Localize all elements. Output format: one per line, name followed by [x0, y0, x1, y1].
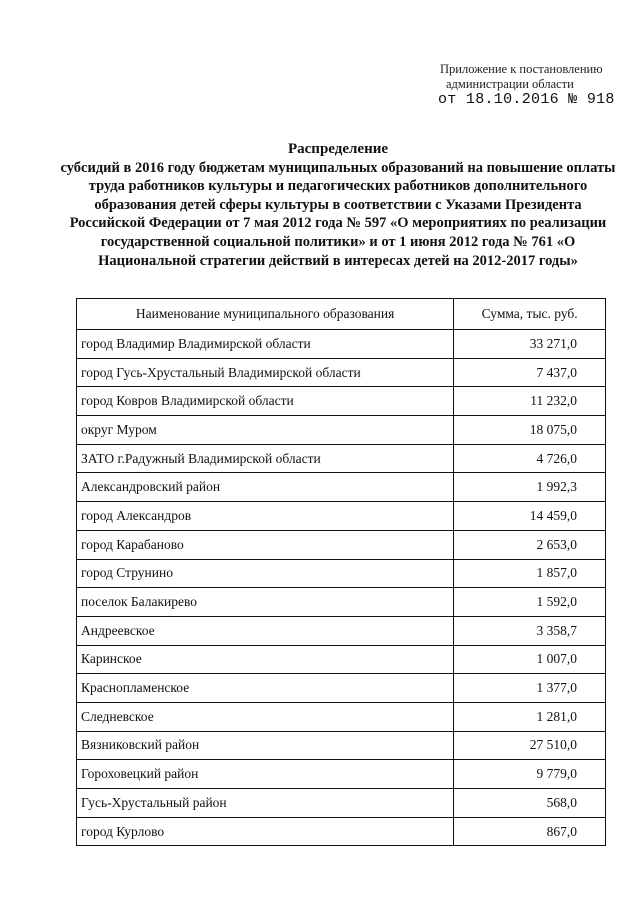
municipality-name: округ Муром: [77, 416, 454, 445]
municipality-name: Вязниковский район: [77, 731, 454, 760]
subsidy-table: [76, 298, 606, 846]
subsidy-amount: 3 358,7: [454, 616, 606, 645]
table-row: [77, 559, 606, 588]
subsidy-amount: 9 779,0: [454, 760, 606, 789]
table-row: [77, 817, 606, 846]
table-row: [77, 473, 606, 502]
subsidy-amount: 1 007,0: [454, 645, 606, 674]
table-row: [77, 416, 606, 445]
subsidy-amount: 1 592,0: [454, 588, 606, 617]
subsidy-amount: 11 232,0: [454, 387, 606, 416]
table-row: [77, 444, 606, 473]
subsidy-amount: 1 992,3: [454, 473, 606, 502]
table-row: [77, 731, 606, 760]
table-row: [77, 616, 606, 645]
table-row: [77, 674, 606, 703]
table-header-row: [77, 299, 606, 330]
column-header-name: Наименование муниципального образования: [77, 299, 454, 330]
table-row: [77, 358, 606, 387]
table-row: [77, 330, 606, 359]
subsidy-amount: 14 459,0: [454, 502, 606, 531]
decree-date-stamp: от 18.10.2016 № 918: [438, 91, 615, 108]
table-row: [77, 645, 606, 674]
municipality-name: Гороховецкий район: [77, 760, 454, 789]
municipality-name: поселок Балакирево: [77, 588, 454, 617]
municipality-name: ЗАТО г.Радужный Владимирской области: [77, 444, 454, 473]
table-row: [77, 387, 606, 416]
subsidy-amount: 2 653,0: [454, 530, 606, 559]
appendix-line-2: администрации области: [446, 77, 574, 91]
table-row: [77, 530, 606, 559]
municipality-name: Краснопламенское: [77, 674, 454, 703]
subsidy-amount: 33 271,0: [454, 330, 606, 359]
municipality-name: город Гусь-Хрустальный Владимирской области: [77, 358, 454, 387]
municipality-name: Следневское: [77, 702, 454, 731]
subsidy-amount: 1 281,0: [454, 702, 606, 731]
table-row: [77, 789, 606, 818]
table-row: [77, 760, 606, 789]
appendix-line-1: Приложение к постановлению: [440, 62, 603, 76]
subsidy-amount: 4 726,0: [454, 444, 606, 473]
document-title: [58, 140, 618, 270]
column-header-sum: Сумма, тыс. руб.: [454, 299, 606, 330]
subsidy-amount: 867,0: [454, 817, 606, 846]
subsidy-amount: 27 510,0: [454, 731, 606, 760]
municipality-name: город Карабаново: [77, 530, 454, 559]
municipality-name: Гусь-Хрустальный район: [77, 789, 454, 818]
municipality-name: город Курлово: [77, 817, 454, 846]
subsidy-amount: 568,0: [454, 789, 606, 818]
title-heading: Распределение: [287, 141, 389, 157]
table-row: [77, 702, 606, 731]
municipality-name: город Владимир Владимирской области: [77, 330, 454, 359]
subsidy-amount: 1 377,0: [454, 674, 606, 703]
municipality-name: Андреевское: [77, 616, 454, 645]
subsidy-amount: 18 075,0: [454, 416, 606, 445]
title-body: субсидий в 2016 году бюджетам муниципальных образований на повышение оплаты труда работников культуры и педагогических работников дополнительного образования детей сферы культуры в соответствии с Указами Президента Российской Федерации от 7 мая 2012 года № 597 «О мероприятиях по реализации государственной социальной политики» и от 1 июня 2012 года № 761 «О Национальной стратегии действий в интересах детей на 2012-2017 годы»: [60, 159, 616, 269]
municipality-name: город Ковров Владимирской области: [77, 387, 454, 416]
municipality-name: Александровский район: [77, 473, 454, 502]
subsidy-amount: 1 857,0: [454, 559, 606, 588]
municipality-name: город Александров: [77, 502, 454, 531]
table-row: [77, 588, 606, 617]
subsidy-amount: 7 437,0: [454, 358, 606, 387]
table-row: [77, 502, 606, 531]
appendix-note: [440, 62, 630, 92]
municipality-name: город Струнино: [77, 559, 454, 588]
municipality-name: Каринское: [77, 645, 454, 674]
